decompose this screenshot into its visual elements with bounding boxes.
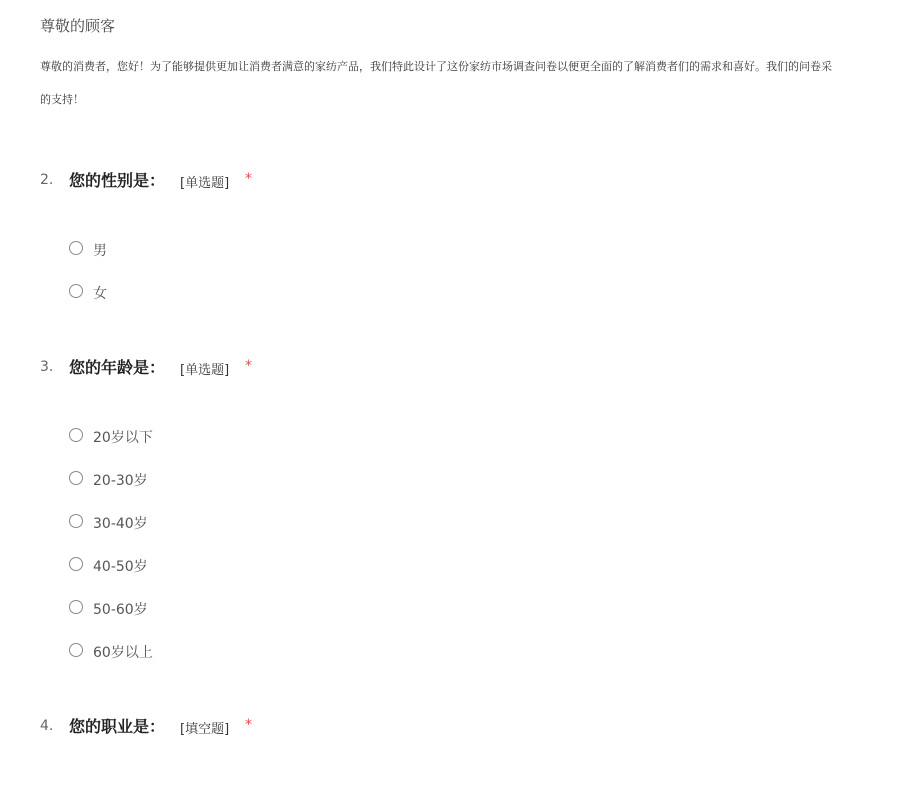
question-title: 您的性别是： [69, 171, 166, 190]
radio-button[interactable] [69, 514, 83, 528]
question-type-label: [单选题] [180, 176, 230, 191]
option-label: 40-50岁 [93, 559, 148, 575]
option-label: 女 [93, 286, 107, 302]
option-label: 20岁以下 [93, 430, 153, 446]
required-marker: * [245, 717, 252, 733]
radio-button[interactable] [69, 557, 83, 571]
question-number: 3. [40, 359, 54, 375]
option-label: 30-40岁 [93, 516, 148, 532]
option-label: 20-30岁 [93, 473, 148, 489]
radio-button[interactable] [69, 428, 83, 442]
intro-title: 尊敬的顾客 [40, 17, 116, 35]
radio-button[interactable] [69, 241, 83, 255]
radio-button[interactable] [69, 471, 83, 485]
option-label: 60岁以上 [93, 645, 153, 661]
question-type-label: [单选题] [180, 363, 230, 378]
required-marker: * [245, 358, 252, 374]
radio-button[interactable] [69, 643, 83, 657]
intro-text-line-2: 的支持！ [40, 93, 84, 106]
question-title: 您的职业是： [69, 717, 166, 736]
radio-button[interactable] [69, 600, 83, 614]
option-label: 50-60岁 [93, 602, 148, 618]
intro-text-line-1: 尊敬的消费者，您好！为了能够提供更加让消费者满意的家纺产品，我们特此设计了这份家纺市场调查问卷以便更全面的了解消费者们的需求和喜好。我们的问卷采 [40, 60, 832, 73]
question-number: 4. [40, 718, 54, 734]
option-label: 男 [93, 243, 107, 259]
question-type-label: [填空题] [180, 722, 230, 737]
question-title: 您的年龄是： [69, 358, 166, 377]
radio-button[interactable] [69, 284, 83, 298]
required-marker: * [245, 171, 252, 187]
question-number: 2. [40, 172, 54, 188]
